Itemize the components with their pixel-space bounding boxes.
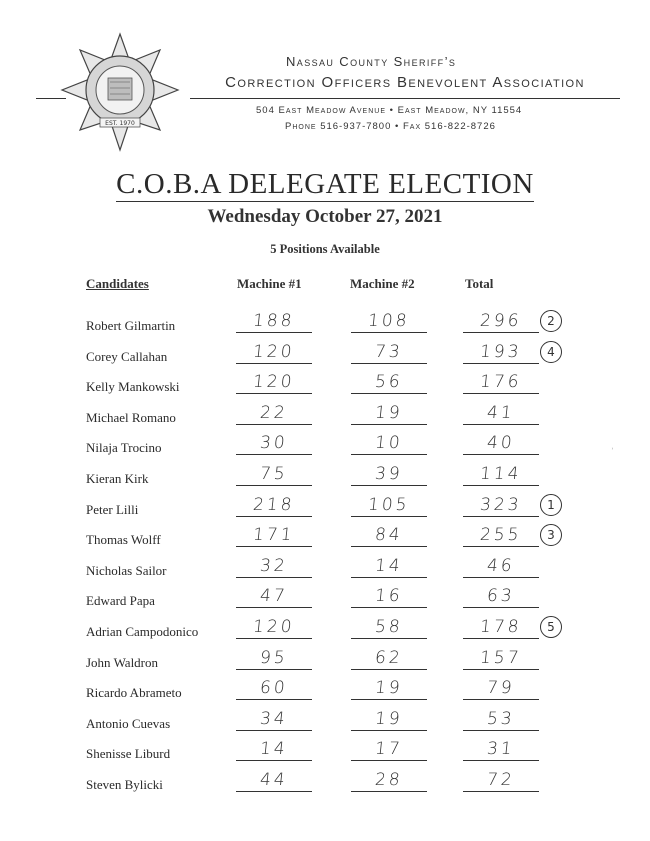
machine-2-count-blank bbox=[351, 432, 427, 455]
machine-2-count-blank bbox=[351, 738, 427, 761]
header-candidates: Candidates bbox=[86, 276, 149, 291]
machine-1-count-blank bbox=[236, 708, 312, 731]
machine-2-count-blank bbox=[351, 647, 427, 670]
total-count-blank bbox=[463, 738, 539, 761]
candidate-row bbox=[0, 465, 650, 495]
total-count: 40 bbox=[486, 433, 516, 454]
total-count-blank bbox=[463, 555, 539, 578]
machine-1-count-blank bbox=[236, 371, 312, 394]
total-count: 176 bbox=[479, 372, 523, 393]
candidate-row bbox=[0, 587, 650, 617]
total-count-blank bbox=[463, 708, 539, 731]
total-count: 157 bbox=[479, 647, 523, 668]
candidate-row bbox=[0, 618, 650, 648]
machine-2-count-blank bbox=[351, 524, 427, 547]
machine-1-count-blank bbox=[236, 677, 312, 700]
total-count-blank bbox=[463, 432, 539, 455]
total-count: 79 bbox=[486, 678, 516, 699]
candidate-name: Nicholas Sailor bbox=[86, 562, 167, 578]
candidate-name: Nilaja Trocino bbox=[86, 440, 162, 456]
candidate-name: Corey Callahan bbox=[86, 348, 168, 364]
total-count-blank bbox=[463, 616, 539, 639]
machine-1-count-blank bbox=[236, 463, 312, 486]
machine-2-count-blank bbox=[351, 708, 427, 731]
machine-1-count: 14 bbox=[259, 739, 289, 760]
candidate-name: John Waldron bbox=[86, 654, 159, 670]
candidate-name: Michael Romano bbox=[86, 409, 176, 425]
machine-2-count: 39 bbox=[374, 464, 404, 484]
machine-1-count-blank bbox=[236, 494, 312, 517]
letterhead bbox=[0, 30, 650, 150]
total-count: 53 bbox=[486, 708, 516, 729]
header-machine-1: Machine #1 bbox=[237, 276, 302, 291]
machine-2-count-blank bbox=[351, 585, 427, 608]
machine-1-count-blank bbox=[236, 432, 312, 455]
machine-2-count-blank bbox=[351, 463, 427, 486]
winner-rank-circle: 3 bbox=[540, 524, 562, 546]
total-count-blank bbox=[463, 371, 539, 394]
total-count-blank bbox=[463, 647, 539, 670]
machine-2-count: 19 bbox=[374, 402, 404, 423]
candidate-name: Adrian Campodonico bbox=[86, 624, 199, 639]
total-count: 31 bbox=[486, 739, 516, 760]
candidate-name: Thomas Wolff bbox=[86, 532, 161, 548]
winner-rank-circle: 1 bbox=[540, 494, 562, 516]
machine-2-count: 10 bbox=[374, 433, 404, 454]
sheriff-badge-logo bbox=[60, 32, 180, 152]
total-count: 296 bbox=[479, 311, 523, 331]
candidate-name: Edward Papa bbox=[86, 593, 155, 609]
total-count: 41 bbox=[486, 402, 516, 423]
candidate-name: Kelly Mankowski bbox=[86, 379, 180, 395]
machine-1-count-blank bbox=[236, 738, 312, 761]
candidate-row bbox=[0, 679, 650, 709]
candidate-row bbox=[0, 649, 650, 679]
candidate-row bbox=[0, 312, 650, 342]
total-count-blank bbox=[463, 341, 539, 364]
candidate-name: Robert Gilmartin bbox=[86, 318, 176, 333]
total-count: 193 bbox=[479, 341, 523, 362]
total-count-blank bbox=[463, 402, 539, 425]
candidate-row bbox=[0, 557, 650, 587]
candidate-row bbox=[0, 496, 650, 526]
winner-rank-circle: 2 bbox=[540, 310, 562, 332]
machine-1-count: 120 bbox=[252, 341, 296, 362]
machine-2-count-blank bbox=[351, 555, 427, 578]
machine-2-count: 19 bbox=[374, 678, 404, 699]
machine-1-count: 120 bbox=[252, 372, 296, 393]
candidate-row bbox=[0, 343, 650, 373]
machine-2-count-blank bbox=[351, 769, 427, 792]
total-count: 63 bbox=[486, 586, 516, 607]
machine-2-count: 73 bbox=[374, 341, 404, 362]
total-count-blank bbox=[463, 494, 539, 517]
machine-1-count-blank bbox=[236, 310, 312, 333]
machine-1-count: 188 bbox=[252, 311, 296, 331]
candidate-row bbox=[0, 710, 650, 740]
machine-2-count: 56 bbox=[374, 372, 404, 393]
document-title: C.O.B.A DELEGATE ELECTION bbox=[116, 168, 534, 200]
total-count: 46 bbox=[486, 555, 516, 576]
candidate-name: Ricardo Abrameto bbox=[86, 685, 182, 701]
machine-1-count-blank bbox=[236, 616, 312, 639]
winner-rank-circle: 5 bbox=[540, 616, 562, 638]
winner-rank-circle: 4 bbox=[540, 341, 562, 363]
machine-2-count-blank bbox=[351, 677, 427, 700]
machine-1-count-blank bbox=[236, 647, 312, 670]
candidate-name: Antonio Cuevas bbox=[86, 715, 171, 731]
machine-2-count-blank bbox=[351, 371, 427, 394]
machine-2-count: 19 bbox=[374, 708, 404, 729]
total-count: 255 bbox=[479, 525, 523, 546]
org-phone-fax: Phone 516-937-7800 • Fax 516-822-8726 bbox=[285, 121, 496, 132]
machine-1-count: 30 bbox=[259, 433, 289, 454]
machine-2-count-blank bbox=[351, 616, 427, 639]
machine-1-count: 95 bbox=[259, 647, 289, 668]
machine-2-count: 14 bbox=[374, 555, 404, 576]
machine-1-count-blank bbox=[236, 555, 312, 578]
machine-1-count: 75 bbox=[259, 464, 289, 484]
machine-2-count-blank bbox=[351, 402, 427, 425]
election-date: Wednesday October 27, 2021 bbox=[207, 206, 443, 227]
total-count: 72 bbox=[486, 770, 516, 790]
machine-1-count: 218 bbox=[252, 494, 296, 515]
scan-speck: ˒ bbox=[611, 443, 614, 452]
machine-1-count: 60 bbox=[259, 678, 289, 699]
machine-2-count: 84 bbox=[374, 525, 404, 546]
candidate-row bbox=[0, 373, 650, 403]
machine-2-count: 108 bbox=[367, 311, 411, 331]
candidate-row bbox=[0, 404, 650, 434]
machine-1-count-blank bbox=[236, 402, 312, 425]
machine-1-count: 44 bbox=[259, 770, 289, 790]
machine-1-count-blank bbox=[236, 585, 312, 608]
total-count: 323 bbox=[479, 494, 523, 515]
machine-2-count-blank bbox=[351, 494, 427, 517]
header-rule-left bbox=[36, 98, 66, 99]
total-count-blank bbox=[463, 585, 539, 608]
machine-2-count: 17 bbox=[374, 739, 404, 760]
machine-1-count-blank bbox=[236, 341, 312, 364]
machine-1-count: 34 bbox=[259, 708, 289, 729]
positions-available: 5 Positions Available bbox=[270, 242, 380, 256]
machine-1-count-blank bbox=[236, 524, 312, 547]
org-address: 504 East Meadow Avenue • East Meadow, NY 11554 bbox=[256, 105, 523, 116]
header-rule-right bbox=[190, 98, 620, 99]
total-count: 114 bbox=[479, 464, 523, 484]
total-count-blank bbox=[463, 677, 539, 700]
machine-2-count: 16 bbox=[374, 586, 404, 607]
candidate-name: Shenisse Liburd bbox=[86, 746, 171, 762]
total-count-blank bbox=[463, 769, 539, 792]
machine-2-count-blank bbox=[351, 341, 427, 364]
total-count: 178 bbox=[479, 617, 523, 637]
total-count-blank bbox=[463, 463, 539, 486]
org-name-line1: Nassau County Sheriff’s bbox=[286, 54, 457, 69]
candidate-name: Peter Lilli bbox=[86, 501, 139, 517]
candidate-row bbox=[0, 740, 650, 770]
candidate-row bbox=[0, 526, 650, 556]
header-total: Total bbox=[465, 276, 494, 291]
total-count-blank bbox=[463, 310, 539, 333]
candidate-row bbox=[0, 434, 650, 464]
machine-2-count: 62 bbox=[374, 647, 404, 668]
machine-1-count: 22 bbox=[259, 402, 289, 423]
machine-2-count: 58 bbox=[374, 617, 404, 637]
machine-1-count: 47 bbox=[259, 586, 289, 607]
org-name-line2: Correction Officers Benevolent Association bbox=[225, 74, 585, 91]
candidate-name: Steven Bylicki bbox=[86, 777, 163, 792]
machine-1-count-blank bbox=[236, 769, 312, 792]
total-count-blank bbox=[463, 524, 539, 547]
machine-2-count: 28 bbox=[374, 770, 404, 790]
candidate-row bbox=[0, 771, 650, 801]
machine-2-count: 105 bbox=[367, 494, 411, 515]
machine-1-count: 171 bbox=[252, 525, 296, 546]
machine-1-count: 32 bbox=[259, 555, 289, 576]
machine-2-count-blank bbox=[351, 310, 427, 333]
badge-est-text: EST. 1970 bbox=[105, 120, 135, 127]
machine-1-count: 120 bbox=[252, 617, 296, 637]
candidate-name: Kieran Kirk bbox=[86, 471, 149, 486]
header-machine-2: Machine #2 bbox=[350, 276, 415, 291]
